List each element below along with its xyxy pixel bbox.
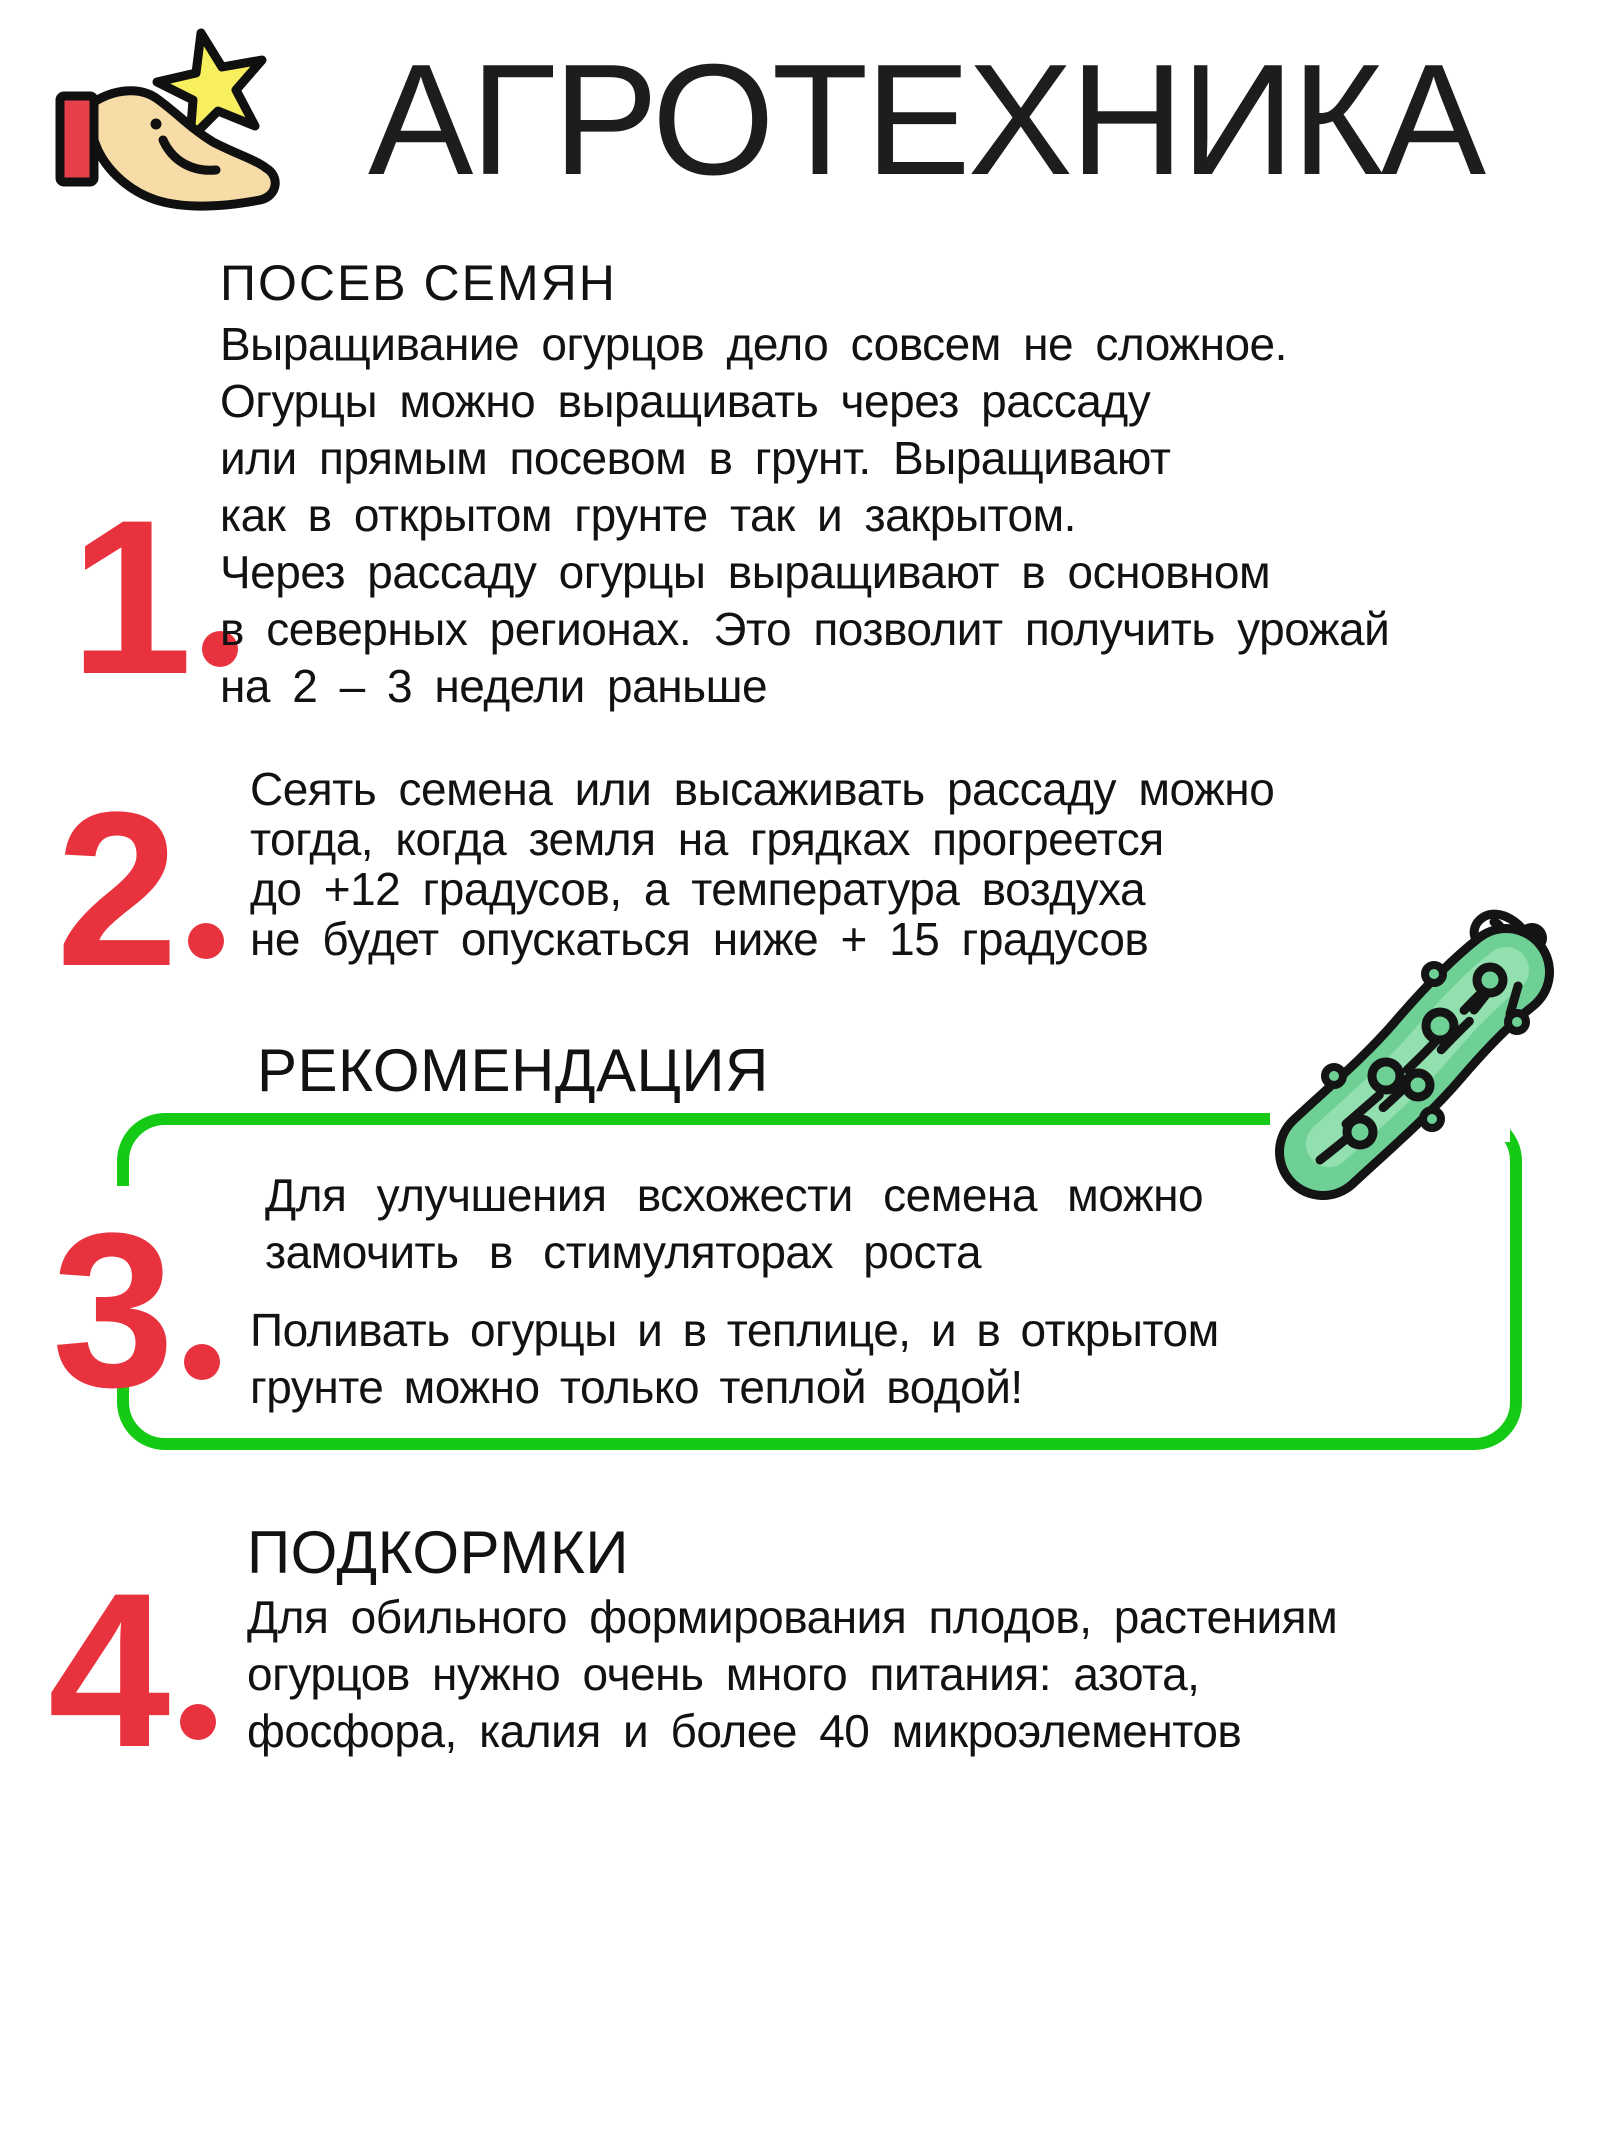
text-line: Через рассаду огурцы выращивают в основном bbox=[220, 546, 1271, 598]
cucumber-dot bbox=[1347, 1119, 1373, 1145]
paragraph-recommendation-a bbox=[265, 1167, 1203, 1281]
text-line: не будет опускаться ниже + 15 градусов bbox=[250, 913, 1149, 965]
text-line: Для обильного формирования плодов, растениям bbox=[247, 1591, 1338, 1643]
section-heading-rekomendaciya: РЕКОМЕНДАЦИЯ bbox=[257, 1037, 769, 1104]
step-digit: 4 bbox=[48, 1547, 171, 1793]
text-line: замочить в стимуляторах роста bbox=[265, 1226, 982, 1278]
text-line: в северных регионах. Это позволит получить урожай bbox=[220, 603, 1390, 655]
text-line: Огурцы можно выращивать через рассаду bbox=[220, 375, 1151, 427]
text-line: грунте можно только теплой водой! bbox=[250, 1361, 1023, 1413]
text-line: фосфора, калия и более 40 микроэлементов bbox=[247, 1705, 1242, 1757]
cucumber-bump bbox=[1508, 1013, 1526, 1031]
paragraph-feeding bbox=[247, 1589, 1337, 1760]
text-line: Сеять семена или высаживать рассаду можно bbox=[250, 763, 1275, 815]
text-line: как в открытом грунте так и закрытом. bbox=[220, 489, 1076, 541]
paragraph-recommendation-b bbox=[250, 1302, 1219, 1416]
cucumber-icon bbox=[1268, 880, 1590, 1205]
paragraph-sowing bbox=[220, 316, 1389, 715]
text-line: огурцов нужно очень много питания: азота, bbox=[247, 1648, 1200, 1700]
section-heading-posev-semyan: ПОСЕВ СЕМЯН bbox=[220, 255, 617, 311]
cucumber-dot bbox=[1372, 1062, 1400, 1090]
cucumber-dot bbox=[1477, 967, 1503, 993]
cucumber-dot bbox=[1406, 1073, 1430, 1097]
section-heading-podkormki: ПОДКОРМКИ bbox=[247, 1519, 629, 1586]
text-line: Для улучшения всхожести семена можно bbox=[265, 1169, 1204, 1221]
step-digit: 1 bbox=[70, 474, 193, 720]
step-number-dot bbox=[184, 1344, 220, 1380]
step-number-4 bbox=[48, 1547, 216, 1793]
text-line: до +12 градусов, а температура воздуха bbox=[250, 863, 1146, 915]
paragraph-planting-conditions bbox=[250, 764, 1274, 964]
step-number-2 bbox=[56, 766, 224, 1012]
hand-offering-star-icon bbox=[38, 20, 338, 245]
cucumber-bump bbox=[1325, 1067, 1343, 1085]
text-line: тогда, когда земля на грядках прогреется bbox=[250, 813, 1164, 865]
text-line: Выращивание огурцов дело совсем не сложное. bbox=[220, 318, 1287, 370]
step-digit: 2 bbox=[56, 766, 179, 1012]
cucumber-bump bbox=[1423, 1110, 1441, 1128]
cucumber-dot bbox=[1426, 1012, 1454, 1040]
step-number-3 bbox=[52, 1187, 220, 1433]
knuckle-dot bbox=[151, 119, 162, 130]
text-line: на 2 – 3 недели раньше bbox=[220, 660, 768, 712]
cucumber-bump bbox=[1425, 965, 1443, 983]
step-number-dot bbox=[180, 1704, 216, 1740]
page-title: АГРОТЕХНИКА bbox=[368, 32, 1484, 208]
cuff-shape bbox=[60, 96, 94, 182]
step-digit: 3 bbox=[52, 1187, 175, 1433]
step-number-dot bbox=[188, 923, 224, 959]
text-line: или прямым посевом в грунт. Выращивают bbox=[220, 432, 1171, 484]
text-line: Поливать огурцы и в теплице, и в открытом bbox=[250, 1304, 1219, 1356]
step-number-1 bbox=[70, 474, 238, 720]
